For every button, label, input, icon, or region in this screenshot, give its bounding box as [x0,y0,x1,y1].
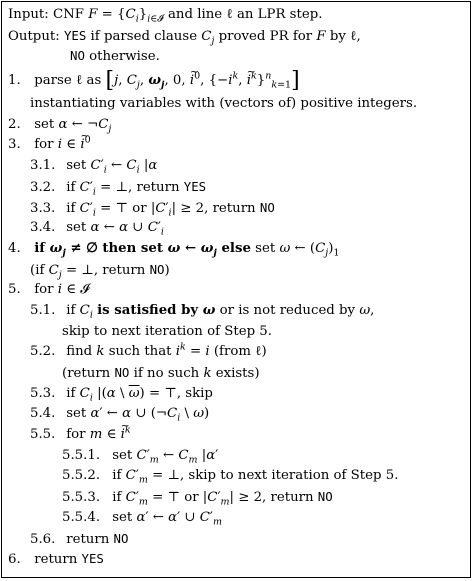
algo-line-input [8,5,470,26]
algo-text: Input: CNF $F = \{C_i\}_{i\in 𝓘}$ and line ℓ an LPR step. [8,7,323,25]
algorithm-box [1,1,471,578]
algo-line-5-4 [8,404,470,425]
algo-text: return YES [34,551,104,568]
algo-text: for m ∈ ~ $i^k$ [66,427,130,442]
algo-text: return NO [66,530,129,547]
algo-text: if $\omega_j$ ≠ ∅ then set ω ← $\omega_j$ else set ω ← $(C_j)_1$ [34,240,340,259]
algo-line-5 [8,280,470,301]
step-number: 1. [8,73,21,89]
step-number: 5.4. [30,406,56,422]
algo-line-3 [8,135,470,156]
algo-text: (return NO if no such k exists) [62,365,260,381]
algo-text: set $C'_i$ ← $C_i$ |α [66,158,158,176]
algo-text: skip to next iteration of Step 5. [62,323,272,339]
algo-line-3-4 [8,218,470,239]
step-number: 5.6. [30,531,56,547]
step-number: 5.5.2. [62,468,101,484]
step-number: 5.5.3. [62,490,101,506]
algo-line-5-5-3 [8,487,470,508]
step-number: 3. [8,137,21,153]
step-number: 5.5.4. [62,509,101,525]
algo-line-6 [8,549,470,570]
algo-line-output [8,26,470,47]
algo-text: if $C_i$ is satisfied by ω or is not reduced by ω, [66,302,375,321]
algo-text: NO otherwise. [70,48,160,65]
algo-line-5-1-cont [8,322,470,343]
algo-text: parse ℓ as [j, $C_j$, $\omega_j$, 0, ~ $i^0$, {$-i^k$, ~ $i^k\}^n_{k=1}$] [34,73,299,88]
algo-text: Output: YES if parsed clause $C_j$ proved PR for F by ℓ, [8,27,361,47]
algo-line-2 [8,115,470,136]
algo-line-4 [8,239,470,260]
step-number: 3.2. [30,179,56,195]
step-number: 4. [8,240,21,256]
algo-line-5-5-2 [8,466,470,487]
algo-text: for i ∈ ~ $i^0$ [34,137,90,152]
step-number: 5.1. [30,302,56,318]
algo-text: set α′ ← α ∪ ($\neg C_i$ \ ω) [66,406,210,425]
algo-line-1-cont [8,94,470,115]
step-number: 2. [8,116,21,132]
algo-text: find k such that $i^k = i$ (from ℓ) [66,341,267,360]
algo-line-3-2 [8,177,470,198]
algo-line-5-2 [8,342,470,363]
algo-text: for i ∈ 𝓘 [34,282,90,298]
algo-line-4-cont [8,260,470,281]
step-number: 5.3. [30,385,56,401]
algo-line-5-6 [8,529,470,550]
algo-text: set α′ ← α′ ∪ $C'_m$ [112,509,222,528]
algo-text: set $C'_m$ ← $C_m$ |α′ [112,447,219,466]
algo-line-5-3 [8,384,470,405]
algo-line-3-1 [8,156,470,177]
algo-line-5-1 [8,301,470,322]
algo-text: set α ← $\neg C_j$ [34,116,112,135]
algo-line-1 [8,67,470,94]
algo-text: if $C'_m$ = ⊤ or $|C'_m| \ge 2$, return NO [112,489,333,508]
algo-text: (if $C_j$ = ⊥, return NO) [30,261,170,281]
algo-line-5-5-1 [8,446,470,467]
algo-line-3-3 [8,198,470,219]
step-number: 5.5.1. [62,447,101,463]
algo-line-5-5-4 [8,508,470,529]
algo-line-5-5 [8,425,470,446]
step-number: 5. [8,282,21,298]
algo-text: if $C_i$ |(α \ $\overline{\omega}$) = ⊤, skip [66,385,213,404]
algo-text: if $C'_m$ = ⊥, skip to next iteration of Step 5. [112,468,399,487]
step-number: 3.3. [30,200,56,216]
step-number: 5.2. [30,344,56,360]
algo-line-output-cont [8,46,470,67]
algo-text: instantiating variables with (vectors of) positive integers. [30,96,418,112]
step-number: 6. [8,552,21,568]
algo-text: if $C'_i$ = ⊥, return YES [66,178,207,198]
algo-line-5-2-cont [8,363,470,384]
algo-text: set α ← α ∪ $C'_i$ [66,220,164,238]
step-number: 3.1. [30,158,56,174]
step-number: 3.4. [30,220,56,236]
step-number: 5.5. [30,427,56,443]
algo-text: if $C'_i$ = ⊤ or $|C'_i| \ge 2$, return NO [66,199,275,219]
